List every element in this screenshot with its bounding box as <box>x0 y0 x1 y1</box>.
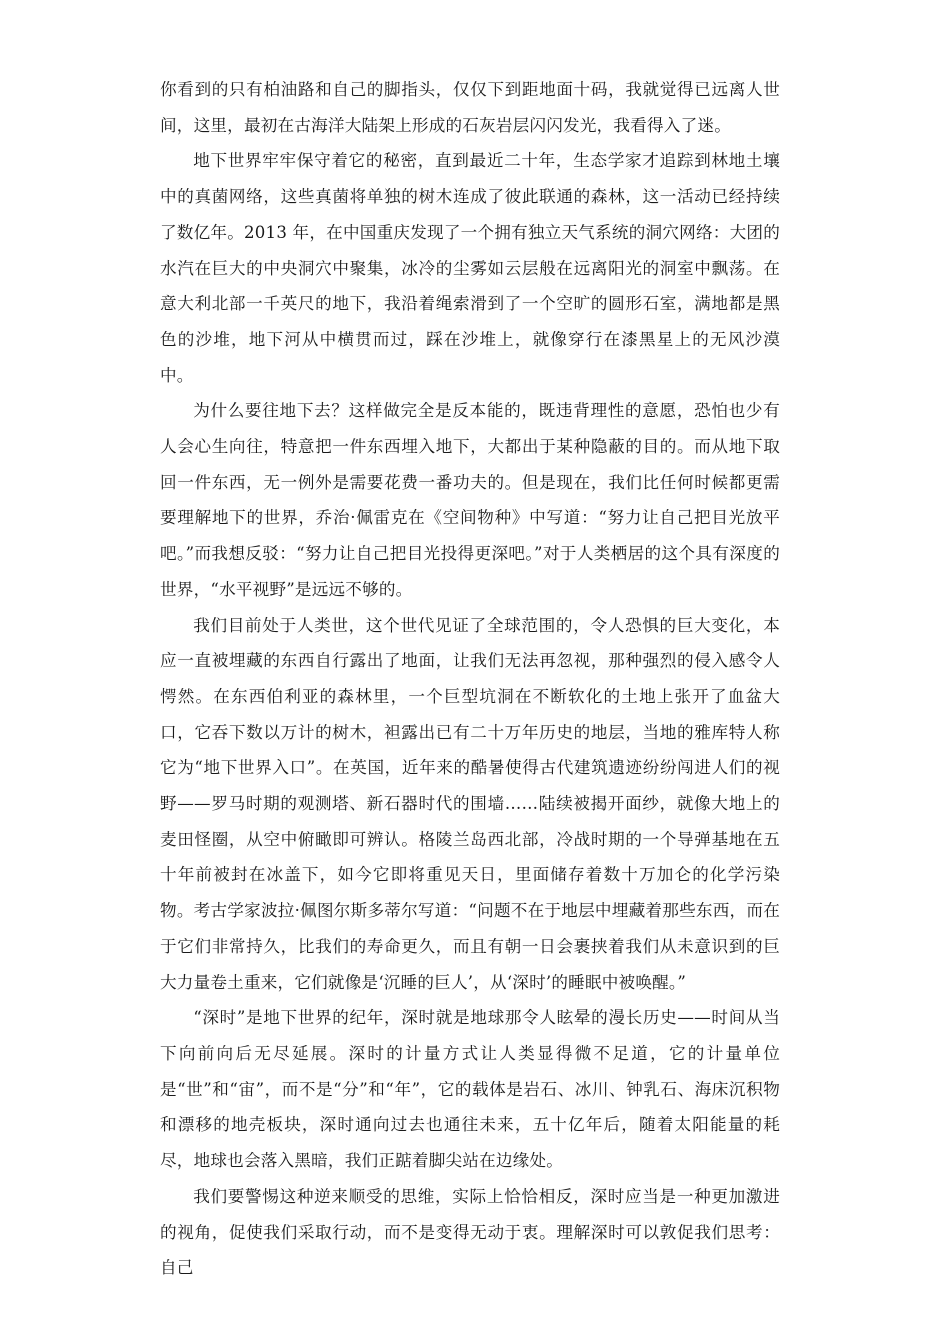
paragraph-6: 我们要警惕这种逆来顺受的思维，实际上恰恰相反，深时应当是一种更加激进的视角，促使我们采取行动，而不是变得无动于衷。理解深时可以敦促我们思考：自己 <box>160 1186 780 1278</box>
paragraph-3: 为什么要往地下去？这样做完全是反本能的，既违背理性的意愿，恐怕也少有人会心生向往，特意把一件东西埋入地下，大都出于某种隐蔽的目的。而从地下取回一件东西，无一例外是需要花费一番功夫的。但是现在，我们比任何时候都更需要理解地下的世界，乔治·佩雷克在《空间物种》中写道：“努力让自己把目光放平吧。”而我想反驳：“努力让自己把目光投得更深吧。”对于人类栖居的这个具有深度的世界，“水平视野”是远远不够的。 <box>160 401 780 599</box>
paragraph-1: 你看到的只有柏油路和自己的脚指头，仅仅下到距地面十码，我就觉得已远离人世间，这里，最初在古海洋大陆架上形成的石灰岩层闪闪发光，我看得入了迷。 <box>160 80 780 135</box>
paragraph-4: 我们目前处于人类世，这个世代见证了全球范围的，令人恐惧的巨大变化，本应一直被埋藏的东西自行露出了地面，让我们无法再忽视，那种强烈的侵入感令人愕然。在东西伯利亚的森林里，一个巨型坑洞在不断软化的土地上张开了血盆大口，它吞下数以万计的树木，袒露出已有二十万年历史的地层，当地的雅库特人称它为“地下世界入口”。在英国，近年来的酷暑使得古代建筑遗迹纷纷闯进人们的视野——罗马时期的观测塔、新石器时代的围墙……陆续被揭开面纱，就像大地上的麦田怪圈，从空中俯瞰即可辨认。格陵兰岛西北部，冷战时期的一个导弹基地在五十年前被封在冰盖下，如今它即将重见天日，里面储存着数十万加仑的化学污染物。考古学家波拉·佩图尔斯多蒂尔写道：“问题不在于地层中埋藏着那些东西，而在于它们非常持久，比我们的寿命更久，而且有朝一日会裹挟着我们从未意识到的巨大力量卷土重来，它们就像是‘沉睡的巨人’，从‘深时’的睡眠中被唤醒。” <box>160 615 780 992</box>
body-text <box>160 72 780 1286</box>
paragraph-5: “深时”是地下世界的纪年，深时就是地球那令人眩晕的漫长历史——时间从当下向前向后无尽延展。深时的计量方式让人类显得微不足道，它的计量单位是“世”和“宙”，而不是“分”和“年”，它的载体是岩石、冰川、钟乳石、海床沉积物和漂移的地壳板块，深时通向过去也通往未来，五十亿年后，随着太阳能量的耗尽，地球也会落入黑暗，我们正踮着脚尖站在边缘处。 <box>160 1008 780 1171</box>
paragraph-2: 地下世界牢牢保守着它的秘密，直到最近二十年，生态学家才追踪到林地土壤中的真菌网络，这些真菌将单独的树木连成了彼此联通的森林，这一活动已经持续了数亿年。2013 年，在中国重庆发现了一个拥有独立天气系统的洞穴网络：大团的水汽在巨大的中央洞穴中聚集，冰冷的尘雾如云层般在远离阳光的洞室中飘荡。在意大利北部一千英尺的地下，我沿着绳索滑到了一个空旷的圆形石室，满地都是黑色的沙堆，地下河从中横贯而过，踩在沙堆上，就像穿行在漆黑星上的无风沙漠中。 <box>160 151 780 385</box>
